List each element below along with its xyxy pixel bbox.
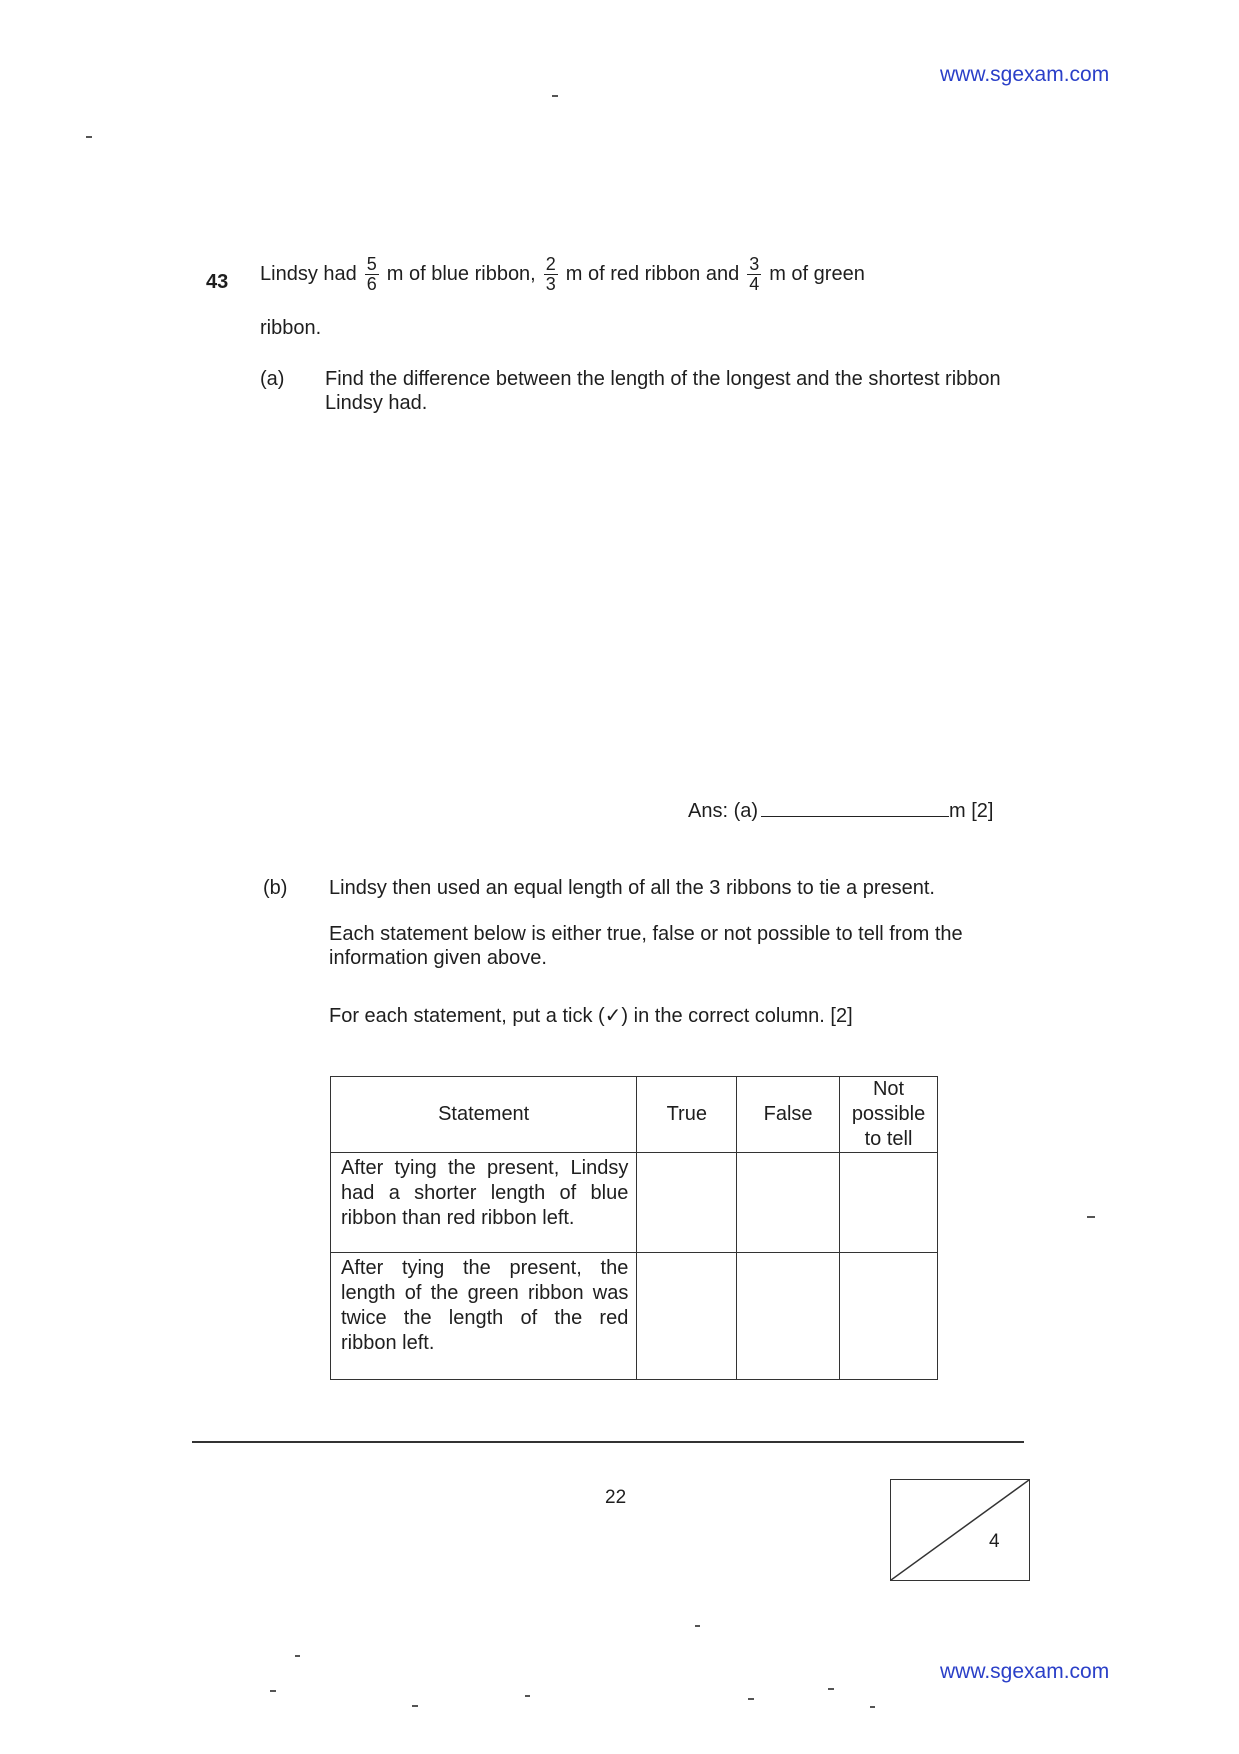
fraction-blue-denominator: 6: [366, 274, 377, 294]
page-number: 22: [605, 1487, 627, 1508]
footer-divider: [192, 1441, 1024, 1443]
tick-cell-not-possible[interactable]: [840, 1153, 938, 1253]
intro-end: ribbon.: [260, 317, 322, 339]
fraction-blue: [365, 255, 379, 294]
header-statement: Statement: [331, 1077, 637, 1153]
part-a-answer-line: [688, 798, 993, 823]
answer-suffix: m [2]: [949, 800, 994, 822]
table-row: [331, 1153, 938, 1253]
part-b-text-3: For each statement, put a tick (✓) in the correct column. [2]: [329, 1005, 853, 1027]
scan-speck: [695, 1625, 700, 1627]
statement-table: [330, 1076, 938, 1380]
question-intro: [260, 255, 865, 294]
fraction-green-numerator: 3: [749, 254, 760, 274]
fraction-green: [747, 255, 761, 294]
part-b-label: (b): [263, 877, 288, 899]
tick-cell-not-possible[interactable]: [840, 1253, 938, 1380]
statement-cell: After tying the present, the length of the green ribbon was twice the length of the red ribbon left.: [331, 1253, 637, 1380]
fraction-red: [544, 255, 558, 294]
website-footer-link[interactable]: www.sgexam.com: [940, 1660, 1110, 1683]
intro-start: Lindsy had: [260, 262, 357, 285]
question-number: 43: [206, 271, 229, 293]
scan-speck: [870, 1706, 875, 1708]
tick-cell-true[interactable]: [637, 1253, 737, 1380]
part-b-text-2: Each statement below is either true, false or not possible to tell from the information given above.: [329, 923, 963, 969]
part-a-text: Find the difference between the length of the longest and the shortest ribbon Lindsy had.: [325, 368, 1001, 414]
header-false: False: [737, 1077, 840, 1153]
intro-green-text: m of green: [769, 262, 865, 285]
fraction-red-denominator: 3: [545, 274, 556, 294]
scan-speck: [86, 136, 92, 138]
table-header-row: [331, 1077, 938, 1153]
header-not-possible: Not possible to tell: [840, 1077, 938, 1153]
scan-speck: [412, 1705, 418, 1707]
scan-speck: [525, 1695, 530, 1697]
scan-speck: [1087, 1216, 1095, 1218]
table-row: [331, 1253, 938, 1380]
scan-speck: [295, 1655, 300, 1657]
marks-diagonal: [891, 1480, 1029, 1580]
fraction-red-numerator: 2: [545, 254, 556, 274]
header-true: True: [637, 1077, 737, 1153]
fraction-green-denominator: 4: [749, 274, 760, 294]
statement-cell: After tying the present, Lindsy had a shorter length of blue ribbon than red ribbon left.: [331, 1153, 637, 1253]
tick-cell-false[interactable]: [737, 1153, 840, 1253]
answer-prefix: Ans: (a): [688, 800, 759, 822]
marks-value: 4: [989, 1531, 1000, 1552]
answer-blank[interactable]: [761, 798, 949, 817]
scan-speck: [748, 1698, 754, 1700]
part-a-label: (a): [260, 368, 285, 390]
marks-box: [890, 1479, 1030, 1581]
intro-blue-text: m of blue ribbon,: [386, 262, 536, 285]
website-header-link[interactable]: www.sgexam.com: [940, 63, 1110, 86]
tick-cell-true[interactable]: [637, 1153, 737, 1253]
intro-red-text: m of red ribbon and: [565, 262, 740, 285]
scan-speck: [270, 1690, 276, 1692]
part-b-text-1: Lindsy then used an equal length of all the 3 ribbons to tie a present.: [329, 877, 935, 899]
scan-speck: [552, 95, 558, 97]
fraction-blue-numerator: 5: [366, 254, 377, 274]
scan-speck: [828, 1688, 834, 1690]
tick-cell-false[interactable]: [737, 1253, 840, 1380]
